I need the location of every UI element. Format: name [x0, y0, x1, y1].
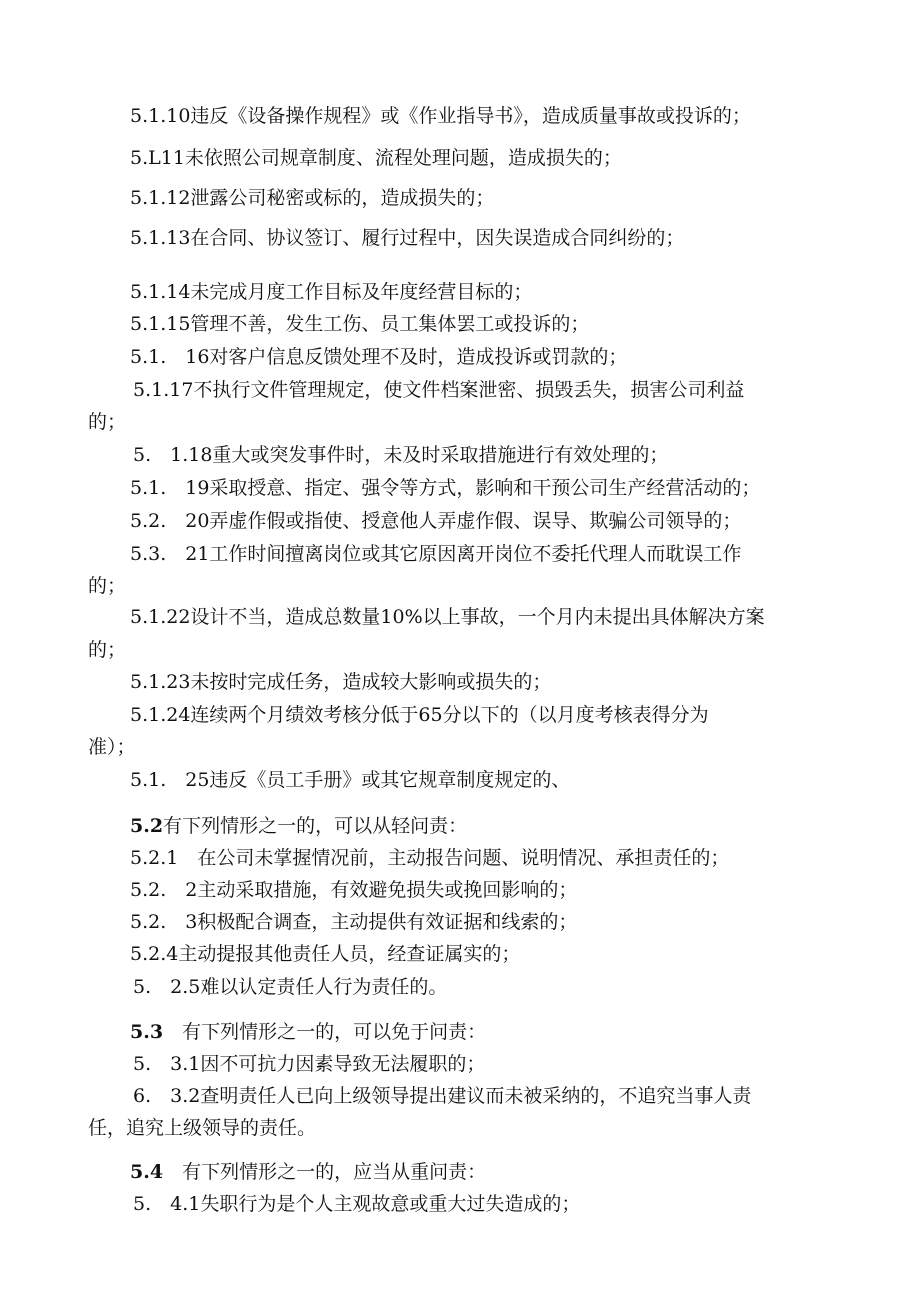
clause-5-2-1: 5.2.1 在公司未掌握情况前，主动报告问题、说明情况、承担责任的；	[130, 847, 730, 869]
clause-5-1-23: 5.1.23未按时完成任务，造成较大影响或损失的；	[130, 671, 552, 693]
clause-5-2-3: 5.2. 3积极配合调查，主动提供有效证据和线索的；	[130, 911, 578, 933]
section-number: 5.2	[130, 815, 164, 837]
clause-5-2-4: 5.2.4主动提报其他责任人员，经查证属实的；	[130, 943, 521, 965]
clause-5-1-21-cont: 的；	[88, 575, 127, 597]
section-5-4-heading: 5.4 有下列情形之一的，应当从重问责：	[130, 1161, 487, 1183]
clause-5-3-2: 6. 3.2查明责任人已向上级领导提出建议而未被采纳的，不追究当事人责	[133, 1085, 752, 1107]
clause-5-1-13: 5.1.13在合同、协议签订、履行过程中，因失误造成合同纠纷的；	[130, 227, 685, 249]
clause-5-1-24-cont: 准）；	[88, 736, 136, 758]
clause-5-1-19: 5.1. 19采取授意、指定、强令等方式，影响和干预公司生产经营活动的；	[130, 477, 761, 499]
clause-5-1-18: 5. 1.18重大或突发事件时，未及时采取措施进行有效处理的；	[133, 444, 669, 466]
clause-5-1-17-cont: 的；	[88, 411, 127, 433]
section-5-3-heading: 5.3 有下列情形之一的，可以免于问责：	[130, 1021, 487, 1043]
clause-5-2-2: 5.2. 2主动采取措施，有效避免损失或挽回影响的；	[130, 879, 578, 901]
clause-5-3-1: 5. 3.1因不可抗力因素导致无法履职的；	[133, 1053, 486, 1075]
clause-5-1-10: 5.1.10违反《设备操作规程》或《作业指导书》，造成质量事故或投诉的；	[130, 105, 751, 127]
clause-5-1-14: 5.1.14未完成月度工作目标及年度经营目标的；	[130, 281, 533, 303]
clause-5-1-16: 5.1. 16对客户信息反馈处理不及时，造成投诉或罚款的；	[130, 346, 628, 368]
clause-5-1-25: 5.1. 25违反《员工手册》或其它规章制度规定的、	[130, 769, 571, 791]
clause-5-1-20: 5.2. 20弄虚作假或指使、授意他人弄虚作假、误导、欺骗公司领导的；	[130, 510, 742, 532]
clause-5-1-22: 5.1.22设计不当，造成总数量10%以上事故，一个月内未提出具体解决方案	[130, 606, 765, 628]
section-number: 5.4	[130, 1161, 164, 1183]
clause-5-1-21: 5.3. 21工作时间擅离岗位或其它原因离开岗位不委托代理人而耽误工作	[130, 543, 742, 565]
clause-5-1-24: 5.1.24连续两个月绩效考核分低于65分以下的（以月度考核表得分为	[130, 704, 709, 726]
section-5-2-heading: 5.2有下列情形之一的，可以从轻问责：	[130, 815, 468, 837]
clause-5-2-5: 5. 2.5难以认定责任人行为责任的。	[133, 976, 448, 998]
section-number: 5.3	[130, 1021, 164, 1043]
clause-5-1-12: 5.1.12泄露公司秘密或标的，造成损失的；	[130, 187, 495, 209]
clause-5-1-15: 5.1.15管理不善，发生工伤、员工集体罢工或投诉的；	[130, 313, 590, 335]
clause-5-3-2-cont: 任，追究上级领导的责任。	[88, 1117, 317, 1139]
clause-5-1-22-cont: 的；	[88, 639, 127, 661]
clause-5-1-17: 5.1.17不执行文件管理规定，使文件档案泄密、损毁丢失，损害公司利益	[133, 379, 745, 401]
clause-5-1-11: 5.L11未依照公司规章制度、流程处理问题，造成损失的；	[130, 147, 622, 169]
clause-5-4-1: 5. 4.1失职行为是个人主观故意或重大过失造成的；	[133, 1193, 581, 1215]
